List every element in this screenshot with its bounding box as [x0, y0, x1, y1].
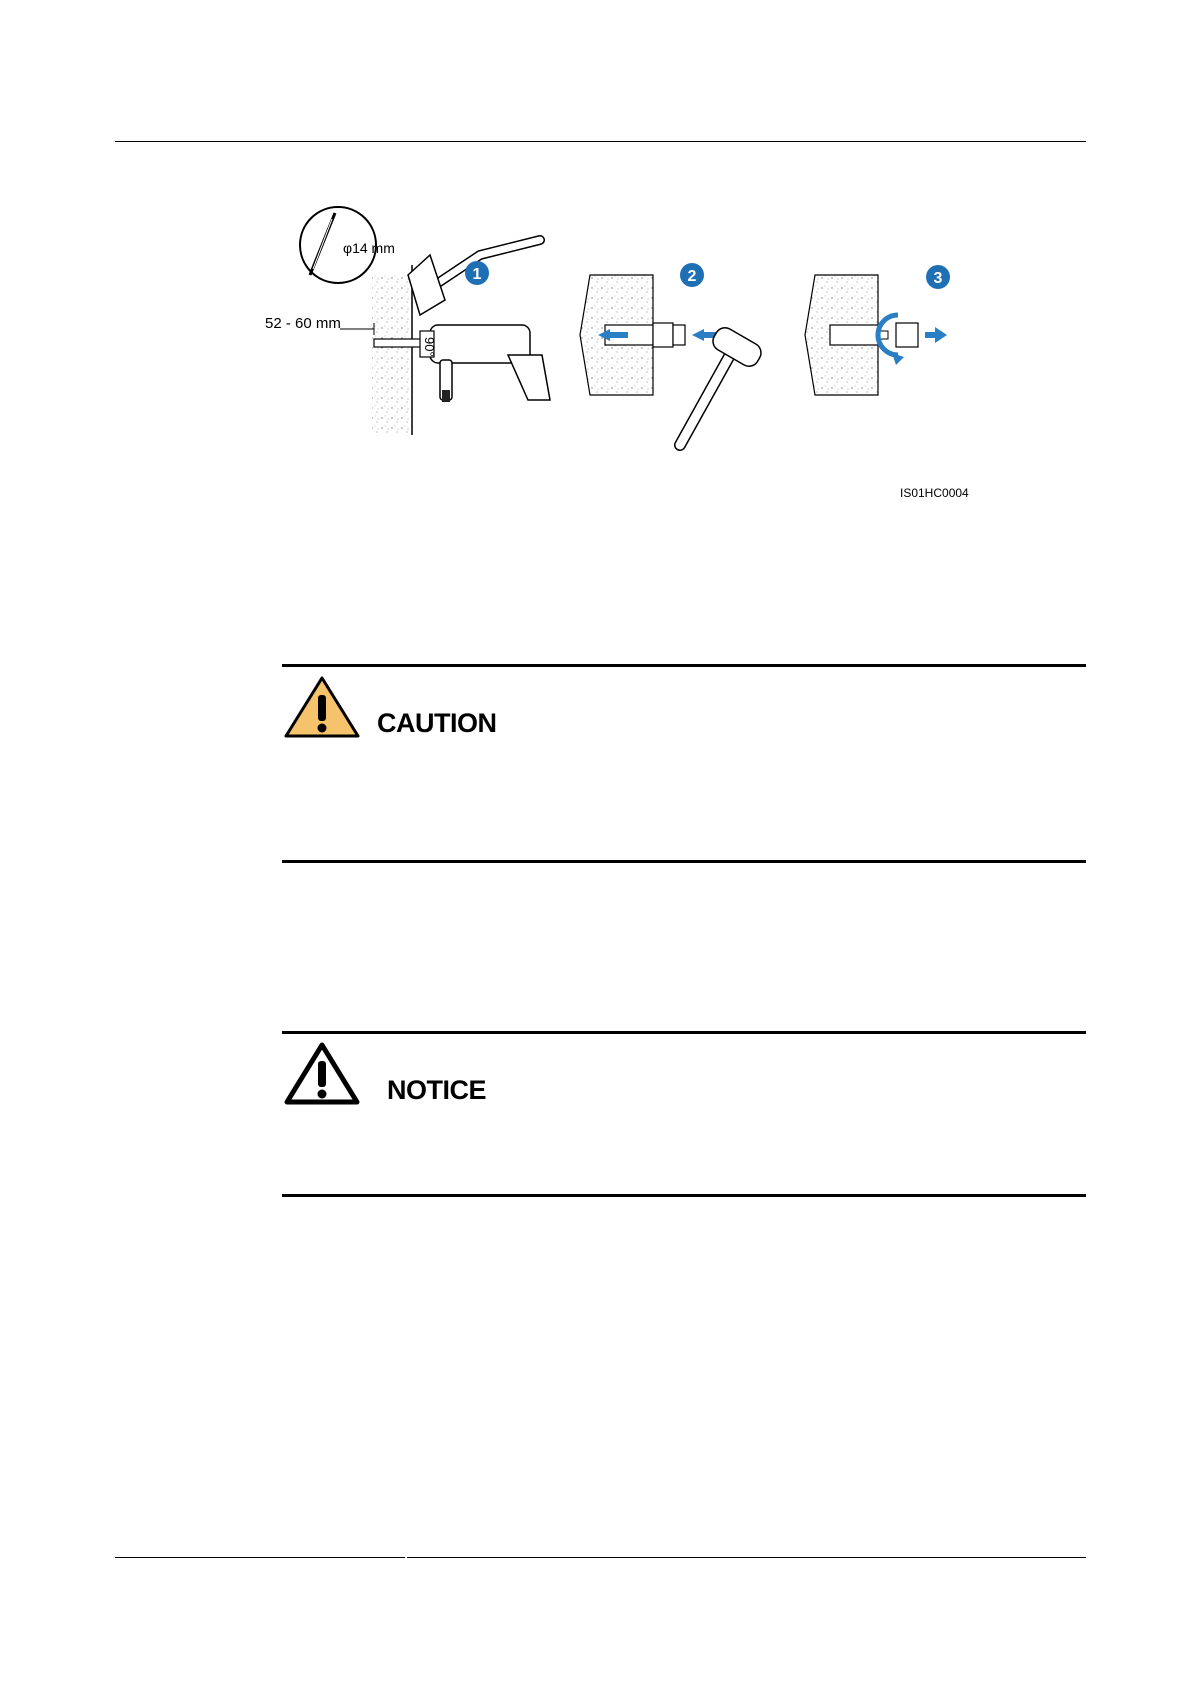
notice-top-rule: [282, 1031, 1086, 1034]
caution-label: CAUTION: [377, 708, 497, 738]
step-badge-1-label: 1: [472, 266, 482, 283]
warning-triangle-yellow-icon: [283, 675, 361, 739]
header-rule: [115, 141, 1086, 142]
step-3-tightening: [805, 275, 947, 395]
notice-label: NOTICE: [387, 1075, 487, 1105]
step-badge-3-label: 3: [933, 270, 943, 287]
drill-bit-label: φ14 mm: [343, 240, 395, 256]
footer-rule-right: [407, 1557, 1086, 1558]
step-badge-2-label: 2: [687, 268, 697, 285]
depth-label: 52 - 60 mm: [265, 315, 341, 332]
caution-top-rule: [282, 664, 1086, 667]
caution-bottom-rule: [282, 860, 1086, 863]
footer-rule-left: [115, 1557, 405, 1558]
notice-bottom-rule: [282, 1194, 1086, 1197]
warning-triangle-outline-icon: [283, 1041, 361, 1105]
angle-label: 90°: [422, 337, 437, 357]
figure-id: IS01HC0004: [900, 486, 969, 500]
installation-figure: [265, 205, 980, 505]
step-2-hammering: [580, 275, 765, 445]
